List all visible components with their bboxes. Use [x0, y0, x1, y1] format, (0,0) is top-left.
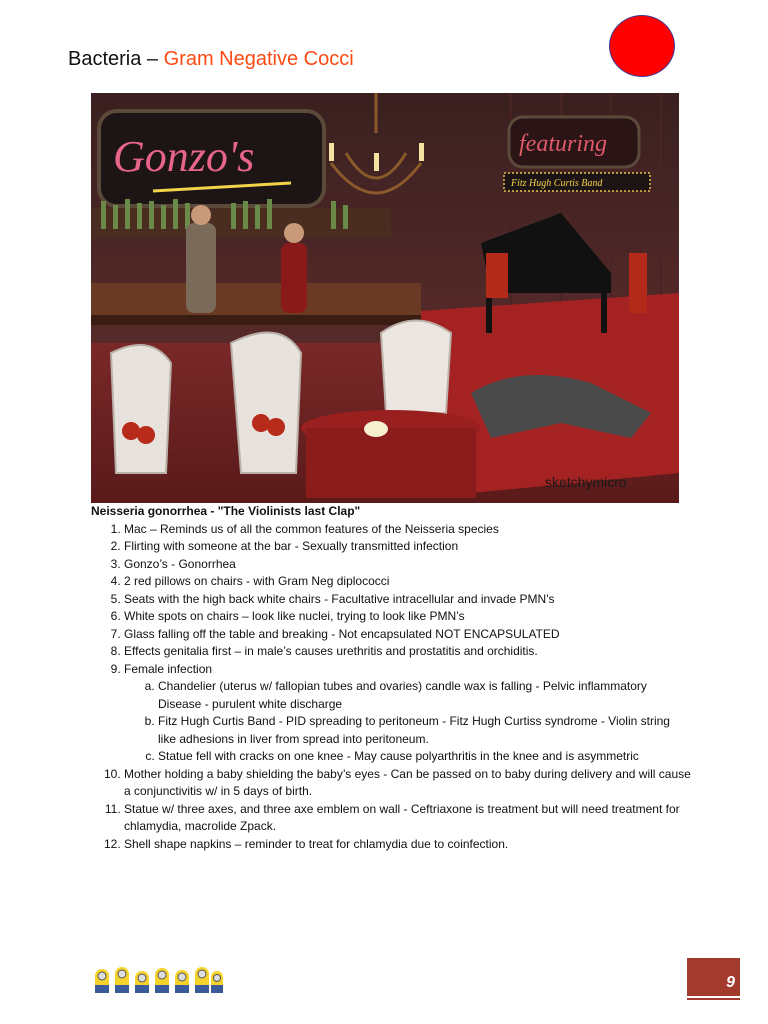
- minions-decoration: [93, 963, 225, 1002]
- list-item: 2. Flirting with someone at the bar - Sexually transmitted infection: [124, 538, 691, 556]
- page-number-rule: [687, 998, 740, 1000]
- page-title: [68, 48, 354, 71]
- title-accent: Gram Negative Cocci: [163, 48, 354, 70]
- red-circle-marker: [609, 15, 675, 77]
- notes-list: [91, 521, 691, 854]
- page-number-box: [687, 958, 740, 996]
- list-item: 8. Effects genitalia first – in male’s causes urethritis and prostatitis and orchiditis.: [124, 643, 691, 661]
- list-item: 12. Shell shape napkins – reminder to treat for chlamydia due to coinfection.: [124, 836, 691, 854]
- list-item: 6. White spots on chairs – look like nuclei, trying to look like PMN’s: [124, 608, 691, 626]
- sketchy-illustration: [91, 93, 679, 503]
- minion-figures: [95, 967, 223, 993]
- list-item: 3. Gonzo’s - Gonorrhea: [124, 556, 691, 574]
- sub-list-item: c. Statue fell with cracks on one knee - May cause polyarthritis in the knee and is asymmetric: [158, 748, 691, 766]
- watermark: sketchymicro: [545, 474, 627, 490]
- title-prefix: Bacteria –: [68, 48, 164, 70]
- sign-featuring: featuring: [519, 131, 607, 157]
- section-heading: Neisseria gonorrhea - "The Violinists last Clap": [91, 504, 361, 518]
- sub-list: [124, 678, 691, 766]
- sign-gonzos: Gonzo's: [113, 132, 255, 181]
- page-number: 9: [726, 974, 735, 991]
- list-item: 1. Mac – Reminds us of all the common features of the Neisseria species: [124, 521, 691, 539]
- sub-list-item: b. Fitz Hugh Curtis Band - PID spreading to peritoneum - Fitz Hugh Curtiss syndrome - Violin string like adhesions in liver from spread into peritoneum.: [158, 713, 691, 748]
- sign-band: Fitz Hugh Curtis Band: [511, 178, 603, 189]
- list-item: 7. Glass falling off the table and breaking - Not encapsulated NOT ENCAPSULATED: [124, 626, 691, 644]
- list-item: 4. 2 red pillows on chairs - with Gram Neg diplococci: [124, 573, 691, 591]
- list-item-label: Female infection: [124, 661, 213, 676]
- sub-list-item: a. Chandelier (uterus w/ fallopian tubes and ovaries) candle wax is falling - Pelvic inflammatory Disease - purulent white discharge: [158, 678, 691, 713]
- list-item: 5. Seats with the high back white chairs - Facultative intracellular and invade PMN's: [124, 591, 691, 609]
- notes-section: [91, 503, 691, 853]
- list-item: 10. Mother holding a baby shielding the baby’s eyes - Can be passed on to baby during delivery and will cause a conjunctivitis w/ in 5 days of birth.: [124, 766, 691, 801]
- list-item-female-infection: [124, 661, 691, 766]
- list-item: 11. Statue w/ three axes, and three axe emblem on wall - Ceftriaxone is treatment but will need treatment for chlamydia, macrolide Zpack.: [124, 801, 691, 836]
